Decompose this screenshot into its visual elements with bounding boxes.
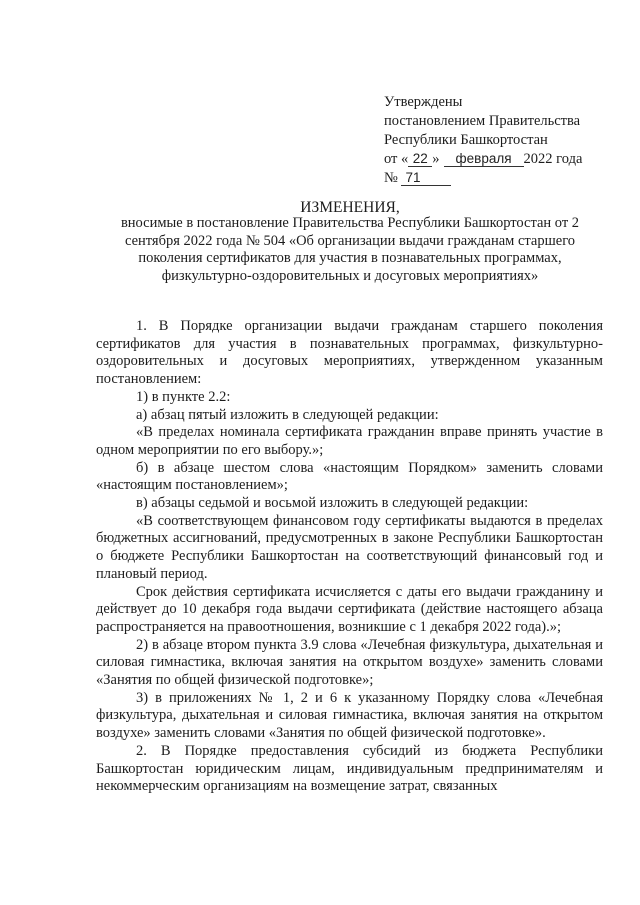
- approval-line-1: Утверждены: [384, 94, 463, 110]
- number-prefix: №: [384, 170, 398, 186]
- document-title: ИЗМЕНЕНИЯ,: [300, 199, 400, 216]
- handwritten-month: февраля: [444, 151, 524, 167]
- paragraph: 1. В Порядке организации выдачи гражданам старшего поколения сертификатов для участия в познавательных программах, физкультурно-оздоровительных и досуговых мероприятиях, утвержденном указанным постановлением:: [96, 318, 603, 388]
- document-body: [96, 318, 603, 796]
- paragraph: 2) в абзаце втором пункта 3.9 слова «Лечебная физкультура, дыхательная и силовая гимнастика, включая занятия на открытом воздухе» заменить словами «Занятия по общей физической подготовке»;: [96, 636, 603, 689]
- paragraph: 3) в приложениях № 1, 2 и 6 к указанному Порядку слова «Лечебная физкультура, дыхательная и силовая гимнастика, включая занятия на открытом воздухе» заменить словами «Занятия по общей физической подготовке».: [96, 689, 603, 742]
- paragraph: «В соответствующем финансовом году сертификаты выдаются в пределах бюджетных ассигнований, предусмотренных в законе Республики Башкортостан о бюджете Республики Башкортостан на соответствующий финансовый год и плановый период.: [96, 512, 603, 582]
- paragraph: 1) в пункте 2.2:: [136, 388, 231, 405]
- approval-stamp: [384, 93, 624, 188]
- approval-date-line: [384, 150, 624, 169]
- paragraph: Срок действия сертификата исчисляется с даты его выдачи гражданину и действует до 10 декабря года выдачи сертификата (действие настоящего абзаца распространяется на правоотношения, возникшие с 1 декабря 2022 года).»;: [96, 583, 603, 635]
- paragraph: в) абзацы седьмой и восьмой изложить в следующей редакции:: [136, 495, 529, 512]
- handwritten-number: 71: [401, 170, 451, 186]
- approval-line-2: постановлением Правительства: [384, 113, 581, 129]
- paragraph: б) в абзаце шестом слова «настоящим Порядком» заменить словами «настоящим постановлением»;: [96, 459, 603, 494]
- date-prefix: от «: [384, 151, 409, 167]
- paragraph: 2. В Порядке предоставления субсидий из бюджета Республики Башкортостан юридическим лицам, индивидуальным предпринимателям и некоммерческим организациям на возмещение затрат, связанных: [96, 742, 603, 795]
- document-subtitle: вносимые в постановление Правительства Республики Башкортостан от 2 сентября 2022 года № 504 «Об организации выдачи гражданам старшего поколения сертификатов для участия в познавательных программах, физкультурно-оздоровительных и досуговых мероприятиях»: [120, 215, 580, 284]
- approval-line-3: Республики Башкортостан: [384, 132, 548, 148]
- date-day-close: »: [432, 151, 440, 167]
- handwritten-day: 22: [408, 151, 432, 167]
- paragraph: «В пределах номинала сертификата гражданин вправе принять участие в одном мероприятии по его выбору.»;: [96, 424, 603, 458]
- date-year: 2022 года: [523, 151, 583, 167]
- approval-number-line: [384, 169, 624, 188]
- paragraph: а) абзац пятый изложить в следующей редакции:: [136, 406, 439, 423]
